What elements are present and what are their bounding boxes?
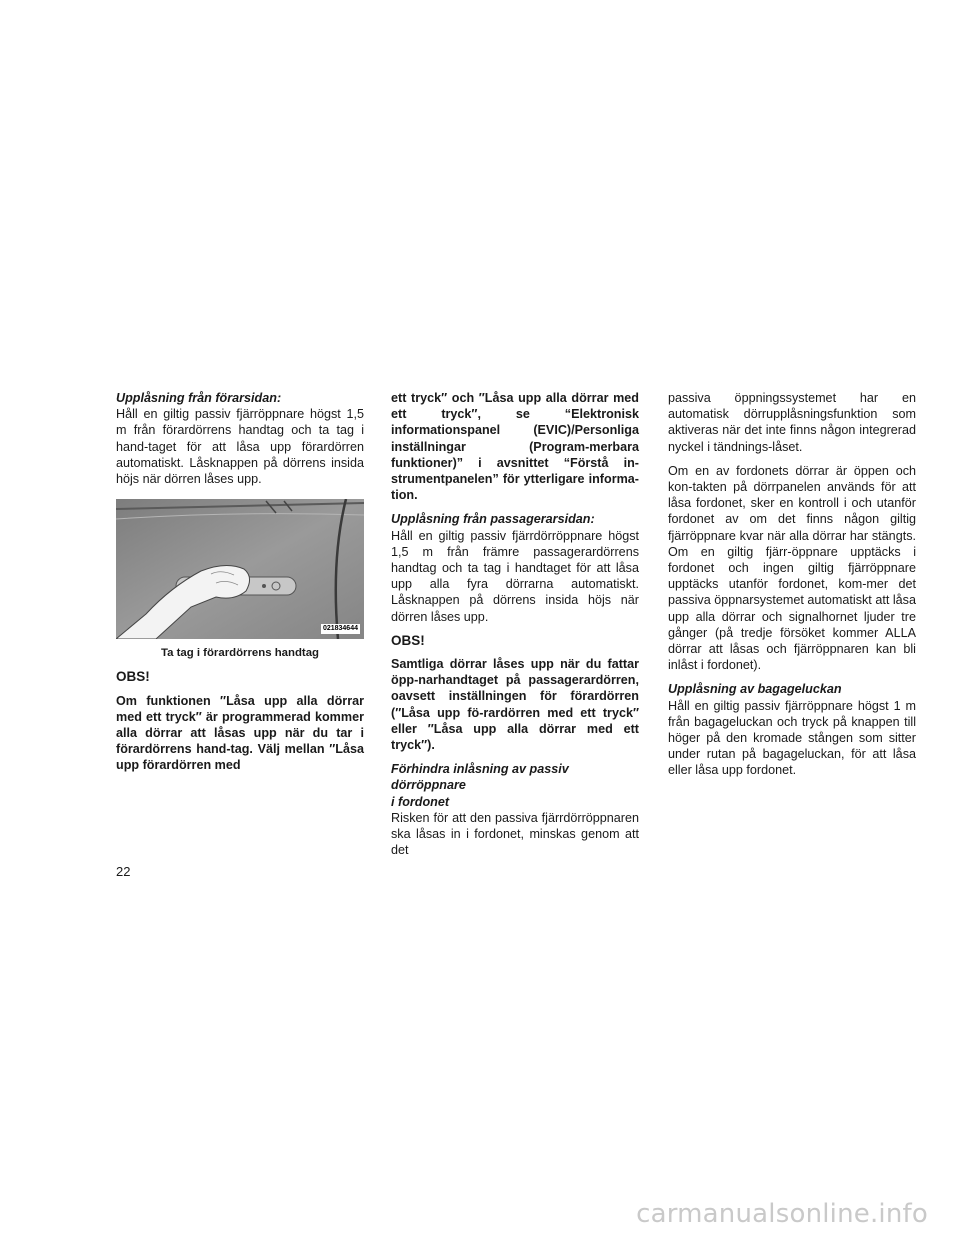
paragraph-driver-side: Håll en giltig passiv fjärröppnare högst 1,5 m från förardörrens handtag och ta tag i hand-taget för att låsa upp förardörren automatiskt. Låsknappen på dörrens insida höjs när dörren låses upp. — [116, 407, 364, 487]
paragraph-lockout-prevention: Risken för att den passiva fjärrdörröppnaren ska låsas in i fordonet, minskas genom att det — [391, 810, 639, 858]
watermark: carmanualsonline.info — [636, 1199, 928, 1229]
section-heading-driver-side: Upplåsning från förarsidan: — [116, 391, 282, 405]
heading-line-1: Förhindra inlåsning av passiv dörröppnare — [391, 762, 569, 793]
section-heading-passenger-side: Upplåsning från passagerarsidan: — [391, 512, 595, 527]
heading-line-2: i fordonet — [391, 794, 450, 809]
paragraph-trunk: Håll en giltig passiv fjärröppnare högst 1 m från bagageluckan och tryck på knappen till höger på den kromade stången som sitter under rutan på bagageluckan, för att låsa eller låsa upp fordonet. — [668, 698, 916, 778]
page-number: 22 — [116, 864, 131, 879]
note-text-2: Samtliga dörrar låses upp när du fattar öpp-narhandtaget på passagerardörren, oavsett inställningen för förardörren (″Låsa upp fö-rardörren med ett tryck″ eller ″Låsa upp alla dörrar med ett tryck″). — [391, 657, 639, 753]
note-text: Om funktionen ″Låsa upp alla dörrar med ett tryck″ är programmerad kommer alla dörrar att låsas upp när du tar i förardörrens hand-tag. Välj mellan ″Låsa upp förardörren med — [116, 693, 364, 773]
column-3 — [668, 390, 916, 787]
note-text-continued: ett tryck″ och ″Låsa upp alla dörrar med ett tryck″, se “Elektronisk informationspanel (EVIC)/Personliga inställningar (Program-merbara funktioner)” i avsnittet “Förstå in-strumentpanelen” för ytterligare informa-tion. — [391, 391, 639, 503]
note-heading: OBS! — [116, 669, 150, 685]
note-heading-2: OBS! — [391, 632, 425, 648]
figure-code: 021834644 — [322, 625, 358, 633]
column-1 — [116, 390, 364, 782]
paragraph-passenger-side: Håll en giltig passiv fjärrdörröppnare högst 1,5 m från främre passagerardörrens handtag och ta tag i handtaget för att låsa upp alla fyra dörrarna automatiskt. Låsknappen på dörrens insida höjs när dörren låses upp. — [391, 528, 639, 624]
door-handle-figure — [116, 499, 364, 639]
section-heading-lockout-prevention — [391, 761, 639, 810]
section-heading-trunk: Upplåsning av bagageluckan — [668, 682, 842, 697]
column-2 — [391, 390, 639, 866]
paragraph-door-check: Om en av fordonets dörrar är öppen och kon-takten på dörrpanelen används för att låsa fordonet, sker en kontroll i och utanför fordonet av om det finns någon giltig fjärröppnare kvar när alla dörrar har stängts. Om en giltig fjärr-öppnare upptäcks i fordonet och ingen giltig fjärröppnare upptäcks utanför fordonet, kom-mer det passiva öppnarsystemet automatiskt att låsa upp alla dörrar och signalhornet ljuder tre gånger (på tredje försöket kommer ALLA dörrar att låsas och fjärröppnaren kan bli inlåst i fordonet). — [668, 463, 916, 673]
door-handle-illustration — [116, 499, 364, 639]
figure-caption: Ta tag i förardörrens handtag — [160, 647, 319, 660]
paragraph-lockout-continued: passiva öppningssystemet har en automatisk dörrupplåsningsfunktion som aktiveras när det inte finns någon integrerad nyckel i tändnings-låset. — [668, 391, 916, 454]
